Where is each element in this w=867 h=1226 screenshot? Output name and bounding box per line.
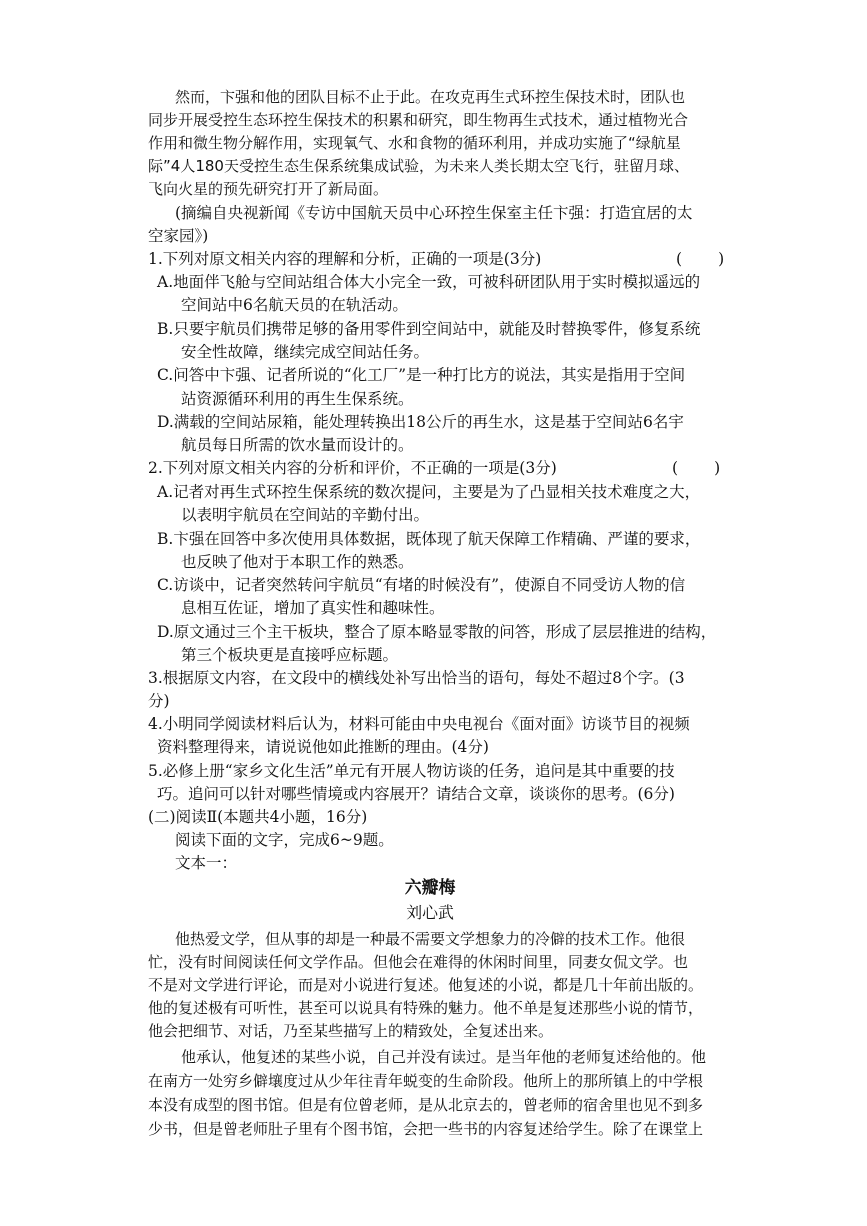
text-line: 空家园》)	[148, 227, 209, 245]
text-line: 本没有成型的图书馆。但是有位曾老师，是从北京去的，曾老师的宿舍里也见不到多	[148, 1096, 704, 1114]
question-stem: 3.根据原文内容，在文段中的横线处补写出恰当的语句，每处不超过8个字。(3	[148, 669, 685, 687]
question-stem-cont: 巧。追问可以针对哪些情境或内容展开？请结合文章，谈谈你的思考。(6分)	[157, 785, 675, 803]
option-b: B.只要宇航员们携带足够的备用零件到空间站中，就能及时替换零件，修复系统	[157, 320, 701, 338]
answer-parentheses: ( )	[676, 250, 725, 268]
option-a-cont: 以表明宇航员在空间站的辛勤付出。	[181, 506, 430, 524]
text-line: 他承认，他复述的某些小说，自己并没有读过。是当年他的老师复述给他的。他	[181, 1048, 707, 1066]
question-stem: 5.必修上册“家乡文化生活”单元有开展人物访谈的任务，追问是其中重要的技	[148, 762, 675, 780]
option-c-cont: 息相互佐证，增加了真实性和趣味性。	[181, 599, 445, 617]
question-stem: 2.下列对原文相关内容的分析和评价，不正确的一项是(3分)	[148, 459, 557, 477]
option-d: D.满载的空间站尿箱，能处理转换出18公斤的再生水，这是基于空间站6名宇	[157, 413, 684, 431]
option-b-cont: 也反映了他对于本职工作的熟悉。	[181, 553, 414, 571]
section-instruction: 阅读下面的文字，完成6~9题。	[175, 831, 394, 849]
text-line: 少书，但是曾老师肚子里有个图书馆，会把一些书的内容复述给学生。除了在课堂上	[148, 1120, 704, 1138]
question-stem: 4.小明同学阅读材料后认为，材料可能由中央电视台《面对面》访谈节目的视频	[148, 715, 690, 733]
option-b: B.卞强在回答中多次使用具体数据，既体现了航天保障工作精确、严谨的要求，	[157, 530, 701, 548]
text-line: 飞向火星的预先研究打开了新局面。	[148, 180, 389, 198]
question-stem-cont: 资料整理得来，请说说他如此推断的理由。(4分)	[157, 738, 489, 756]
text-line: 他会把细节、对话，乃至某些描写上的精致处，全复述出来。	[148, 1022, 554, 1040]
option-d: D.原文通过三个主干板块，整合了原本略显零散的问答，形成了层层推进的结构，	[157, 623, 717, 641]
section-title: (二)阅读Ⅱ(本题共4小题，16分)	[148, 808, 368, 826]
option-b-cont: 安全性故障，继续完成空间站任务。	[181, 343, 430, 361]
text-line: 忙，没有时间阅读任何文学作品。但他会在难得的休闲时间里，同妻女侃文学。也	[148, 953, 689, 971]
text-line: 然而，卞强和他的团队目标不止于此。在攻克再生式环控生保技术时，团队也	[175, 88, 686, 106]
option-a: A.地面伴飞舱与空间站组合体大小完全一致，可被科研团队用于实时模拟遥远的	[157, 273, 701, 291]
text-line: 他的复述极有可听性，甚至可以说具有特殊的魅力。他不单是复述那些小说的情节，	[148, 999, 704, 1017]
option-c-cont: 站资源循环利用的再生生保系统。	[181, 390, 414, 408]
text-line: 作用和微生物分解作用，实现氧气、水和食物的循环利用，并成功实施了“绿航星	[148, 134, 681, 152]
story-author: 刘心武	[406, 903, 454, 922]
option-c: C.访谈中，记者突然转问宇航员“有堵的时候没有”，使源自不同受访人物的信	[157, 576, 686, 594]
option-a-cont: 空间站中6名航天员的在轨活动。	[181, 296, 408, 314]
story-title: 六瓣梅	[404, 878, 456, 898]
option-d-cont: 航员每日所需的饮水量而设计的。	[181, 436, 414, 454]
text-line: 他热爱文学，但从事的却是一种最不需要文学想象力的冷僻的技术工作。他很	[175, 930, 686, 948]
text-line: 不是对文学进行评论，而是对小说进行复述。他复述的小说，都是几十年前出版的。	[148, 976, 704, 994]
answer-parentheses: ( )	[672, 459, 721, 477]
question-stem-cont: 分)	[148, 692, 170, 710]
text-line: 际”4人180天受控生态生保系统集成试验，为未来人类长期太空飞行，驻留月球、	[148, 157, 689, 175]
text-line: (摘编自央视新闻《专访中国航天员中心环控生保室主任卞强：打造宜居的太	[175, 204, 693, 222]
question-stem: 1.下列对原文相关内容的理解和分析，正确的一项是(3分)	[148, 250, 542, 268]
option-a: A.记者对再生式环控生保系统的数次提问，主要是为了凸显相关技术难度之大，	[157, 483, 701, 501]
option-d-cont: 第三个板块更是直接呼应标题。	[181, 646, 399, 664]
text-label: 文本一：	[175, 854, 238, 872]
text-line: 在南方一处穷乡僻壤度过从少年往青年蜕变的生命阶段。他所上的那所镇上的中学根	[148, 1072, 704, 1090]
text-line: 同步开展受控生态环控生保技术的积累和研究，即生物再生式技术，通过植物光合	[148, 111, 689, 129]
option-c: C.问答中卞强、记者所说的“化工厂”是一种打比方的说法，其实是指用于空间	[157, 366, 686, 384]
